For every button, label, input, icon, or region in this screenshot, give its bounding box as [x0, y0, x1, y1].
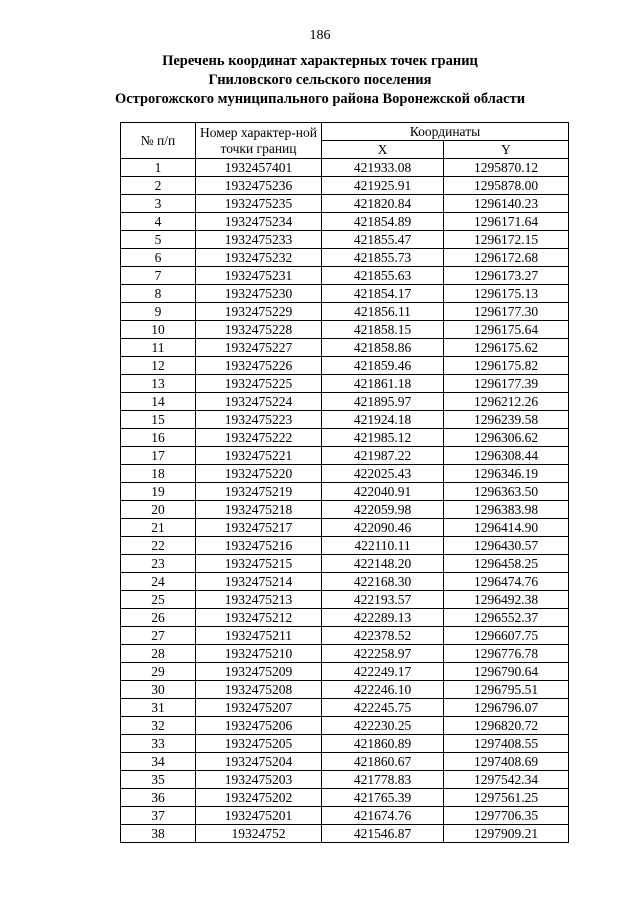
header-x: X — [322, 141, 444, 159]
cell-x: 421546.87 — [322, 825, 444, 843]
cell-x: 422245.75 — [322, 699, 444, 717]
cell-row-number: 21 — [121, 519, 196, 537]
cell-y: 1295878.00 — [444, 177, 569, 195]
table-row — [121, 609, 569, 627]
cell-y: 1295870.12 — [444, 159, 569, 177]
cell-point-number: 1932475208 — [196, 681, 322, 699]
cell-y: 1296776.78 — [444, 645, 569, 663]
cell-y: 1296239.58 — [444, 411, 569, 429]
cell-y: 1296175.82 — [444, 357, 569, 375]
cell-y: 1296172.15 — [444, 231, 569, 249]
cell-row-number: 18 — [121, 465, 196, 483]
cell-y: 1296383.98 — [444, 501, 569, 519]
cell-x: 421860.67 — [322, 753, 444, 771]
cell-x: 421987.22 — [322, 447, 444, 465]
cell-x: 422110.11 — [322, 537, 444, 555]
cell-row-number: 37 — [121, 807, 196, 825]
cell-point-number: 1932475204 — [196, 753, 322, 771]
cell-row-number: 26 — [121, 609, 196, 627]
header-row-number: № п/п — [121, 123, 196, 159]
cell-point-number: 1932475213 — [196, 591, 322, 609]
header-coordinates: Координаты — [322, 123, 569, 141]
cell-point-number: 1932475228 — [196, 321, 322, 339]
cell-y: 1296177.30 — [444, 303, 569, 321]
cell-y: 1297408.69 — [444, 753, 569, 771]
cell-row-number: 4 — [121, 213, 196, 231]
cell-x: 421925.91 — [322, 177, 444, 195]
cell-point-number: 1932475206 — [196, 717, 322, 735]
table-row — [121, 699, 569, 717]
cell-row-number: 24 — [121, 573, 196, 591]
cell-point-number: 1932475214 — [196, 573, 322, 591]
cell-row-number: 2 — [121, 177, 196, 195]
cell-x: 422168.30 — [322, 573, 444, 591]
table-row — [121, 789, 569, 807]
cell-row-number: 38 — [121, 825, 196, 843]
table-body — [121, 159, 569, 843]
table-row — [121, 447, 569, 465]
cell-point-number: 1932475224 — [196, 393, 322, 411]
title-line-2: Гниловского сельского поселения — [208, 72, 432, 88]
cell-x: 422289.13 — [322, 609, 444, 627]
cell-point-number: 1932475234 — [196, 213, 322, 231]
table-row — [121, 519, 569, 537]
cell-row-number: 19 — [121, 483, 196, 501]
table-row — [121, 249, 569, 267]
table-row — [121, 483, 569, 501]
cell-x: 421855.73 — [322, 249, 444, 267]
cell-point-number: 1932475205 — [196, 735, 322, 753]
cell-x: 421933.08 — [322, 159, 444, 177]
document-title — [0, 52, 640, 109]
table-row — [121, 591, 569, 609]
cell-y: 1297909.21 — [444, 825, 569, 843]
cell-point-number: 1932475221 — [196, 447, 322, 465]
table-row — [121, 429, 569, 447]
cell-point-number: 1932457401 — [196, 159, 322, 177]
cell-point-number: 1932475216 — [196, 537, 322, 555]
cell-x: 422193.57 — [322, 591, 444, 609]
cell-y: 1296177.39 — [444, 375, 569, 393]
cell-y: 1297408.55 — [444, 735, 569, 753]
table-row — [121, 159, 569, 177]
cell-row-number: 22 — [121, 537, 196, 555]
cell-x: 422040.91 — [322, 483, 444, 501]
cell-point-number: 1932475217 — [196, 519, 322, 537]
table-row — [121, 393, 569, 411]
cell-y: 1296171.64 — [444, 213, 569, 231]
cell-y: 1297561.25 — [444, 789, 569, 807]
cell-x: 422148.20 — [322, 555, 444, 573]
cell-row-number: 20 — [121, 501, 196, 519]
cell-row-number: 1 — [121, 159, 196, 177]
cell-point-number: 1932475236 — [196, 177, 322, 195]
table-row — [121, 663, 569, 681]
cell-y: 1296175.13 — [444, 285, 569, 303]
cell-point-number: 1932475229 — [196, 303, 322, 321]
cell-x: 421858.86 — [322, 339, 444, 357]
table-row — [121, 303, 569, 321]
cell-point-number: 1932475215 — [196, 555, 322, 573]
cell-y: 1296430.57 — [444, 537, 569, 555]
cell-row-number: 17 — [121, 447, 196, 465]
cell-point-number: 19324752 — [196, 825, 322, 843]
cell-point-number: 1932475209 — [196, 663, 322, 681]
cell-x: 422090.46 — [322, 519, 444, 537]
cell-y: 1296306.62 — [444, 429, 569, 447]
cell-x: 422258.97 — [322, 645, 444, 663]
table-row — [121, 177, 569, 195]
cell-point-number: 1932475203 — [196, 771, 322, 789]
cell-row-number: 29 — [121, 663, 196, 681]
cell-x: 421765.39 — [322, 789, 444, 807]
cell-x: 421895.97 — [322, 393, 444, 411]
cell-y: 1296414.90 — [444, 519, 569, 537]
cell-row-number: 7 — [121, 267, 196, 285]
cell-point-number: 1932475231 — [196, 267, 322, 285]
cell-x: 421858.15 — [322, 321, 444, 339]
cell-row-number: 34 — [121, 753, 196, 771]
page-number: 186 — [309, 28, 331, 43]
cell-y: 1296607.75 — [444, 627, 569, 645]
cell-row-number: 6 — [121, 249, 196, 267]
cell-row-number: 8 — [121, 285, 196, 303]
table-row — [121, 627, 569, 645]
header-point-number: Номер характер-ной точки границ — [196, 123, 322, 159]
table-row — [121, 321, 569, 339]
cell-y: 1297706.35 — [444, 807, 569, 825]
cell-x: 421855.47 — [322, 231, 444, 249]
coordinates-table — [120, 122, 569, 843]
cell-row-number: 35 — [121, 771, 196, 789]
table-row — [121, 807, 569, 825]
cell-x: 422025.43 — [322, 465, 444, 483]
cell-row-number: 27 — [121, 627, 196, 645]
table-row — [121, 573, 569, 591]
cell-y: 1296140.23 — [444, 195, 569, 213]
cell-point-number: 1932475233 — [196, 231, 322, 249]
table-row — [121, 735, 569, 753]
cell-x: 421924.18 — [322, 411, 444, 429]
cell-row-number: 12 — [121, 357, 196, 375]
title-line-1: Перечень координат характерных точек границ — [162, 53, 478, 69]
cell-y: 1296346.19 — [444, 465, 569, 483]
cell-y: 1296175.62 — [444, 339, 569, 357]
cell-x: 422230.25 — [322, 717, 444, 735]
table-row — [121, 753, 569, 771]
cell-row-number: 31 — [121, 699, 196, 717]
cell-x: 422059.98 — [322, 501, 444, 519]
cell-row-number: 9 — [121, 303, 196, 321]
cell-y: 1296492.38 — [444, 591, 569, 609]
table-row — [121, 681, 569, 699]
cell-x: 421854.89 — [322, 213, 444, 231]
cell-x: 421674.76 — [322, 807, 444, 825]
cell-point-number: 1932475212 — [196, 609, 322, 627]
table-row — [121, 357, 569, 375]
cell-y: 1296173.27 — [444, 267, 569, 285]
table-row — [121, 465, 569, 483]
cell-point-number: 1932475219 — [196, 483, 322, 501]
table-row — [121, 231, 569, 249]
table-row — [121, 501, 569, 519]
cell-row-number: 28 — [121, 645, 196, 663]
table-row — [121, 537, 569, 555]
cell-point-number: 1932475201 — [196, 807, 322, 825]
cell-point-number: 1932475223 — [196, 411, 322, 429]
cell-row-number: 30 — [121, 681, 196, 699]
cell-x: 421854.17 — [322, 285, 444, 303]
table-row — [121, 825, 569, 843]
cell-point-number: 1932475235 — [196, 195, 322, 213]
cell-y: 1296172.68 — [444, 249, 569, 267]
cell-y: 1296474.76 — [444, 573, 569, 591]
table-row — [121, 771, 569, 789]
cell-point-number: 1932475230 — [196, 285, 322, 303]
table-row — [121, 411, 569, 429]
cell-x: 421856.11 — [322, 303, 444, 321]
cell-row-number: 5 — [121, 231, 196, 249]
cell-point-number: 1932475207 — [196, 699, 322, 717]
cell-point-number: 1932475211 — [196, 627, 322, 645]
cell-x: 421861.18 — [322, 375, 444, 393]
table-row — [121, 195, 569, 213]
cell-row-number: 15 — [121, 411, 196, 429]
cell-x: 421855.63 — [322, 267, 444, 285]
cell-y: 1296790.64 — [444, 663, 569, 681]
cell-y: 1296552.37 — [444, 609, 569, 627]
cell-row-number: 36 — [121, 789, 196, 807]
table-row — [121, 213, 569, 231]
cell-x: 422249.17 — [322, 663, 444, 681]
cell-row-number: 32 — [121, 717, 196, 735]
cell-y: 1296796.07 — [444, 699, 569, 717]
table-row — [121, 375, 569, 393]
cell-x: 421820.84 — [322, 195, 444, 213]
cell-row-number: 10 — [121, 321, 196, 339]
cell-y: 1296212.26 — [444, 393, 569, 411]
table-row — [121, 717, 569, 735]
cell-x: 421778.83 — [322, 771, 444, 789]
cell-x: 422246.10 — [322, 681, 444, 699]
cell-y: 1296795.51 — [444, 681, 569, 699]
cell-row-number: 16 — [121, 429, 196, 447]
cell-y: 1296820.72 — [444, 717, 569, 735]
cell-point-number: 1932475232 — [196, 249, 322, 267]
cell-point-number: 1932475210 — [196, 645, 322, 663]
cell-point-number: 1932475218 — [196, 501, 322, 519]
table-row — [121, 645, 569, 663]
cell-row-number: 33 — [121, 735, 196, 753]
cell-x: 421985.12 — [322, 429, 444, 447]
cell-point-number: 1932475220 — [196, 465, 322, 483]
header-y: Y — [444, 141, 569, 159]
cell-x: 421859.46 — [322, 357, 444, 375]
cell-point-number: 1932475222 — [196, 429, 322, 447]
cell-point-number: 1932475227 — [196, 339, 322, 357]
cell-y: 1296175.64 — [444, 321, 569, 339]
cell-y: 1296308.44 — [444, 447, 569, 465]
table-row — [121, 267, 569, 285]
cell-x: 421860.89 — [322, 735, 444, 753]
cell-row-number: 13 — [121, 375, 196, 393]
cell-point-number: 1932475225 — [196, 375, 322, 393]
cell-row-number: 14 — [121, 393, 196, 411]
cell-y: 1296363.50 — [444, 483, 569, 501]
cell-point-number: 1932475226 — [196, 357, 322, 375]
cell-row-number: 3 — [121, 195, 196, 213]
title-line-3: Острогожского муниципального района Воронежской области — [114, 91, 526, 107]
table-row — [121, 555, 569, 573]
cell-y: 1296458.25 — [444, 555, 569, 573]
cell-row-number: 25 — [121, 591, 196, 609]
cell-point-number: 1932475202 — [196, 789, 322, 807]
cell-row-number: 23 — [121, 555, 196, 573]
cell-y: 1297542.34 — [444, 771, 569, 789]
table-row — [121, 285, 569, 303]
table-row — [121, 339, 569, 357]
cell-x: 422378.52 — [322, 627, 444, 645]
cell-row-number: 11 — [121, 339, 196, 357]
